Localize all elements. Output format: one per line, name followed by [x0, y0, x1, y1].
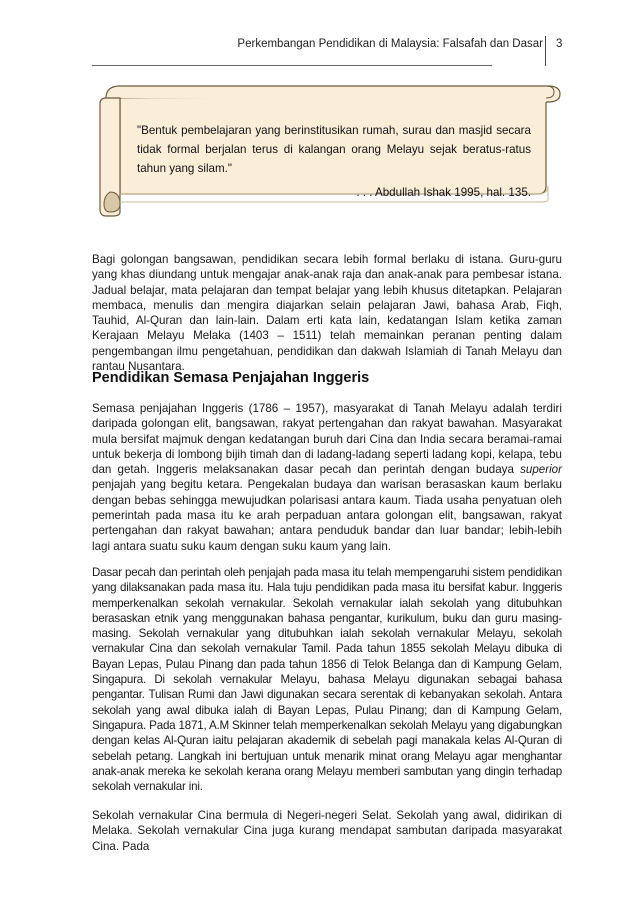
quote-attribution: . . . Abdullah Ishak 1995, hal. 135. — [356, 186, 531, 199]
page-number: 3 — [556, 38, 563, 50]
paragraph-3 — [92, 565, 562, 794]
paragraph-1-text: Bagi golongan bangsawan, pendidikan secara lebih formal berlaku di istana. Guru-guru yang khas diundang untuk mengajar anak-anak raja dan anak-anak para pembesar istana. Jadual belajar, mata pelajaran dan tempat belajar yang lebih khusus ditetapkan. Pelajaran membaca, menulis dan mengira diajarkan selain pelajaran Jawi, bahasa Arab, Fiqh, Tauhid, Al-Quran dan lain-lain. Dalam erti kata lain, kedatangan Islam ketika zaman Kerajaan Melayu Melaka (1403 – 1511) telah memainkan peranan penting dalam pengembangan ilmu pengetahuan, pendidikan dan dakwah Islamiah di Tanah Melayu dan rantau Nusantara. — [92, 253, 562, 374]
paragraph-2-text — [92, 401, 562, 554]
scroll-left-roll-shade — [104, 192, 120, 212]
paragraph-2-part-b: penjajah yang begitu ketara. Pengekalan budaya dan warisan berasaskan kaum berlaku dengan bebas sehingga mewujudkan polarisasi antara kaum. Tiada usaha penyatuan oleh pemerintah pada masa itu ke arah perpaduan antara golongan elit, bangsawan, rakyat pertengahan dan rakyat bawahan; antara penduduk bandar dan luar bandar; lebih-lebih lagi antara suatu suku kaum dengan suku kaum yang lain. — [92, 478, 562, 553]
section-heading: Pendidikan Semasa Penjajahan Inggeris — [92, 370, 370, 386]
quote-block — [137, 121, 531, 202]
header-divider — [545, 36, 546, 66]
paragraph-3-text: Dasar pecah dan perintah oleh penjajah pada masa itu telah mempengaruhi sistem pendidikan yang dilaksanakan pada masa itu. Hala tuju pendidikan pada masa itu bersifat kabur. Inggeris memperkenalkan sekolah vernakular. Sekolah vernakular ialah sekolah yang ditubuhkan berasaskan etnik yang menggunakan bahasa pengantar, kurikulum, buku dan guru masing-masing. Sekolah vernakular yang ditubuhkan ialah sekolah vernakular Melayu, sekolah vernakular Cina dan sekolah vernakular Tamil. Pada tahun 1855 sekolah Melayu dibuka di Bayan Lepas, Pulau Pinang dan pada tahun 1856 di Telok Belanga dan di Kampung Gelam, Singapura. Di sekolah vernakular Melayu, bahasa Melayu digunakan sebagai bahasa pengantar. Tulisan Rumi dan Jawi digunakan secara serentak di kebanyakan sekolah. Antara sekolah yang awal dibuka ialah di Bayan Lepas, Pulau Pinang; dan di Kampung Gelam, Singapura. Pada 1871, A.M Skinner telah memperkenalkan sekolah Melayu yang digabungkan dengan kelas Al-Quran iaitu pelajaran akademik di sebelah pagi manakala kelas Al-Quran di sebelah petang. Langkah ini bertujuan untuk menarik minat orang Melayu agar menghantar anak-anak mereka ke sekolah kerana orang Melayu memberi sambutan yang dingin terhadap sekolah vernakular ini. — [92, 566, 562, 794]
paragraph-2-italic: superior — [520, 463, 562, 477]
running-header: Perkembangan Pendidikan di Malaysia: Falsafah dan Dasar — [237, 38, 543, 50]
paragraph-1 — [92, 252, 562, 374]
quote-text: "Bentuk pembelajaran yang berinstitusikan rumah, surau dan masjid secara tidak formal berjalan terus di kalangan orang Melayu sejak beratus-ratus tahun yang silam." — [137, 124, 531, 175]
paragraph-4-text: Sekolah vernakular Cina bermula di Negeri-negeri Selat. Sekolah yang awal, didirikan di Melaka. Sekolah vernakular Cina juga kurang mendapat sambutan daripada masyarakat Cina. Pada — [92, 809, 562, 853]
header-rule — [92, 65, 492, 66]
paragraph-2-part-a: Semasa penjajahan Inggeris (1786 – 1957), masyarakat di Tanah Melayu adalah terdiri daripada golongan elit, bangsawan, rakyat pertengahan dan rakyat bawahan. Masyarakat mula bersifat majmuk dengan kedatangan buruh dari Cina dan India secara beramai-ramai untuk bekerja di lombong bijih timah dan di ladang-ladang seperti ladang kopi, kelapa, tebu dan getah. Inggeris melaksanakan dasar pecah dan perintah dengan budaya — [92, 402, 562, 477]
paragraph-4 — [92, 808, 562, 854]
paragraph-2 — [92, 401, 562, 554]
